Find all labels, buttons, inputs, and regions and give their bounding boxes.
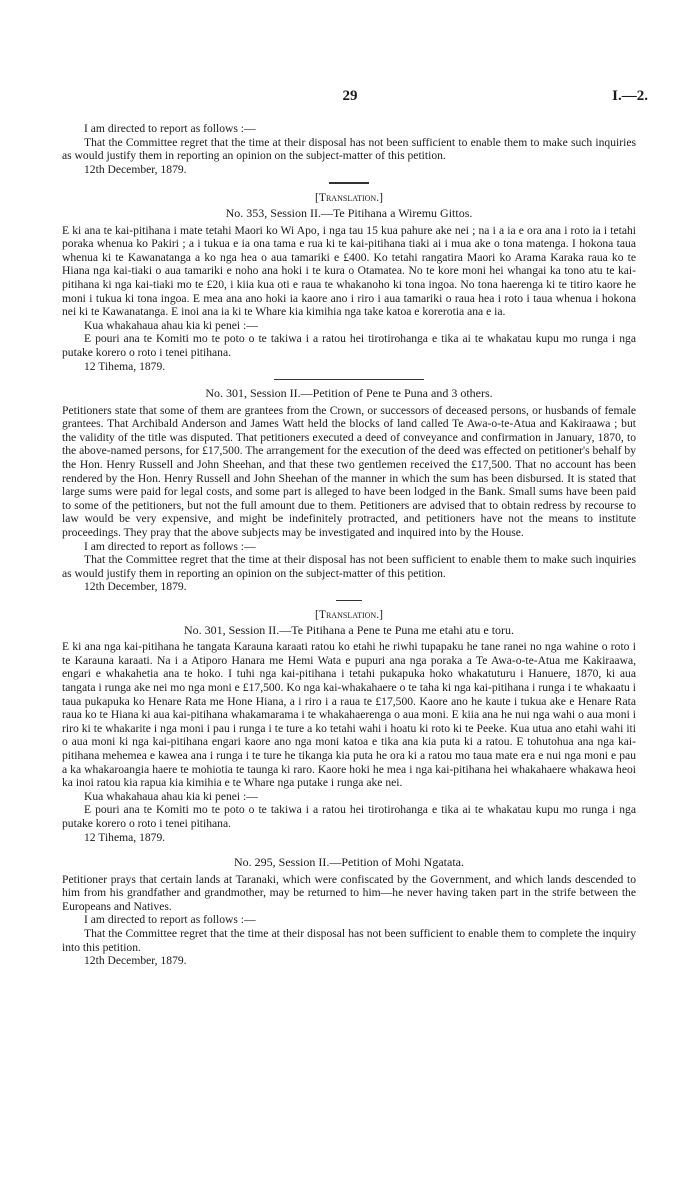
- report-finding: That the Committee regret that the time at their disposal has not been sufficient to enable them to complete the inquiry into this petition.: [62, 927, 636, 954]
- petition-section: [62, 191, 636, 373]
- petition-heading: No. 353, Session II.—Te Pitihana a Wiremu Gittos.: [225, 205, 473, 220]
- section-divider: [329, 182, 369, 184]
- petition-section: [62, 608, 636, 844]
- report-intro: I am directed to report as follows :—: [84, 539, 256, 553]
- report-date: 12 Tihema, 1879.: [84, 359, 166, 373]
- section-spacer: [62, 844, 636, 854]
- report-intro: Kua whakahaua ahau kia ki penei :—: [84, 789, 258, 803]
- petition-body: Petitioners state that some of them are grantees from the Crown, or successors of deceased persons, or husbands of female grantees. That Archibald Anderson and James Watt held the blocks of land called Te Awa-o-te-Atua and Kakiraawa ; but the validity of the title was disputed. That petitioners executed a deed of conveyance and confirmation in January, 1870, to the above-named persons, for £17,500. The arrangement for the execution of the deed was effected on petitioner's behalf by the Hon. Henry Russell and John Sheehan, and that these two gentlemen received the £17,500. That no account has been rendered by the Hon. Henry Russell and John Sheehan of the manner in which the sum has been disbursed. It is stated that large sums were paid for legal costs, and some part is alleged to have been lodged in the Bank. Small sums have been paid to some of the petitioners, but not the full amount due to them. Petitioners are advised that to obtain redress by recourse to law would be very expensive, and might be indefinitely protracted, and petitioners have not the means to institute proceedings. They pray that the above subjects may be investigated and inquired into by the House.: [62, 403, 636, 540]
- petition-heading: No. 301, Session II.—Te Pitihana a Pene te Puna me etahi atu e toru.: [183, 622, 515, 637]
- report-date: 12th December, 1879.: [84, 162, 187, 176]
- report-date: 12th December, 1879.: [84, 954, 187, 968]
- document-body: [62, 122, 636, 968]
- report-intro: I am directed to report as follows :—: [84, 122, 256, 135]
- petition-body: E ki ana nga kai-pitihana he tangata Karauna karaati ratou ko etahi he riwhi tupapaku he tane ranei no nga wahine o roto i te Karauna karaati. Na i a Atiporo Hanara me Hemi Wata e pupuri ana nga poraka a Te Awa-o-te-Atua me Kakiraawa, engari e whakahetia ana te hoko. I tuhi nga kai-pitihana i tetahi pukapuka hoko whakatuturu i Hanuere, 1870, ki aua tangata i runga ake nei mo nga moni e £17,500. Ko nga kai-whakahaere o te taha ki nga kai-pitihana i runga i te whakaatu i taua pukapuka ko Henare Rata me Hone Hiana, a i riro i a raua te £17,500. Kaore ano he kaute i tukua ake e Henare Rata raua ko te Hiana ki aua kai-pitihana whakamarama i te whakahaerenga o aua moni. E kiia ana he nui nga wahi o aua moni i riro ki te whakarite i nga moni i pau i runga i te ture a ko tetahi wahi i hoatu ki roto ki te Peeke. Kua utua ano etahi wahi iti o aua moni ki nga kai-pitihana engari kaore ano nga moni katoa e tika ana kia puta ki a ratou. E tohutohua ana nga kai-pitihana mehemea e kawea ana i runga i te ture he tikanga kia puta he ora ki a ratou mo taua mate era e nui nga moni e pau a ka whakaroangia haere te mohiotia te taunga ki raro. Kaore hoki he mea i nga kai-pitihana hei whakahaere whakawa heoi ka inoi ratou kia rapua kia kimihia e te Whare nga putake i runga ake nei.: [62, 640, 636, 790]
- report-finding: That the Committee regret that the time at their disposal has not been sufficient to enable them to make such inquiries as would justify them in reporting an opinion on the subject-matter of this petition.: [62, 135, 636, 163]
- report-date: 12 Tihema, 1879.: [84, 830, 166, 844]
- report-finding: E pouri ana te Komiti mo te poto o te takiwa i a ratou hei tirotirohanga e tika ai te whakatau kupu mo runga i nga putake korero o roto i tenei pitihana.: [62, 803, 636, 830]
- petition-body: E ki ana te kai-pitihana i mate tetahi Maori ko Wi Apo, i nga tau 15 kua pahure ake nei ; na i a ia e ora ana i roto ia i tetahi poraka whenua ko Pakiri ; a i tukua e ia ona tama e rua ki te kai-pitihana tiaki ai i mua ake o tona matenga. I hokona taua whenua ki te Kawanatanga a ko nga hea o aua tamariki e £400. Ko tetahi rangatira Maori ko Arama Karaka raua ko te Hiana nga kai-tiaki o aua tamariki e noho ana hoki i te kura o Otamatea. No te kore moni hei whangai ka tono atu te kai-pitihana ki nga kai-tiaki mo te £20, i kiia kua oti e raua te whakanoho ki tona ingoa. No tona haerenga ki te titiro kaore he moni i tukua ki tona ingoa. E mea ana ano hoki ia kaore ano i riro i aua tamariki o raua hea i roto i taua whenua i hokona nei ki te Kawanatanga. E inoi ana ia ki te Whare kia kimihia nga take katoa e korerotia ana e ia.: [62, 223, 636, 319]
- page-number: 29: [342, 88, 358, 104]
- report-finding: E pouri ana te Komiti mo te poto o te takiwa i a ratou hei tirotirohanga e tika ai te whakatau kupu mo runga i nga putake korero o roto i tenei pitihana.: [62, 332, 636, 359]
- report-finding: That the Committee regret that the time at their disposal has not been sufficient to enable them to make such inquiries as would justify them in reporting an opinion on the subject-matter of this petition.: [62, 553, 636, 580]
- petition-heading: No. 301, Session II.—Petition of Pene te Puna and 3 others.: [205, 386, 493, 401]
- petition-body: Petitioner prays that certain lands at Taranaki, which were confiscated by the Government, and which lands descended to him from his grandfather and grandmother, may be returned to him—he never having taken part in the strife between the Europeans and Natives.: [62, 872, 636, 913]
- section-divider: [336, 600, 362, 601]
- translation-label: [Translation.]: [315, 608, 383, 621]
- report-intro: Kua whakahaua ahau kia ki penei :—: [84, 318, 258, 332]
- petition-section: [62, 856, 636, 968]
- petition-heading: No. 295, Session II.—Petition of Mohi Ngatata.: [234, 855, 464, 870]
- report-section: [62, 122, 636, 176]
- petition-section: [62, 387, 636, 594]
- report-date: 12th December, 1879.: [84, 580, 187, 594]
- report-intro: I am directed to report as follows :—: [84, 913, 256, 927]
- document-reference: I.—2.: [612, 88, 648, 104]
- translation-label: [Translation.]: [315, 191, 383, 205]
- section-divider: [274, 379, 424, 380]
